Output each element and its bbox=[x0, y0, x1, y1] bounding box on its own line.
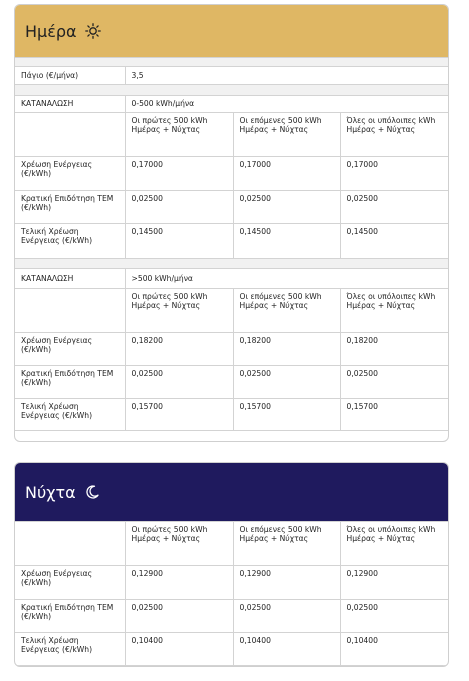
fixed-fee-label: Πάγιο (€/μήνα) bbox=[15, 67, 125, 85]
value-cell: 0,18200 bbox=[340, 333, 448, 366]
consumption-label: ΚΑΤΑΝΑΛΩΣΗ bbox=[15, 269, 125, 289]
tier-row bbox=[15, 269, 448, 289]
col-header: Οι πρώτες 500 kWh Ημέρας + Νύχτας bbox=[125, 289, 233, 333]
value-cell: 0,18200 bbox=[125, 333, 233, 366]
row-label: Τελική Χρέωση Ενέργειας (€/kWh) bbox=[15, 399, 125, 431]
value-cell: 0,17000 bbox=[233, 157, 340, 191]
col-header: Όλες οι υπόλοιπες kWh Ημέρας + Νύχτας bbox=[340, 522, 448, 566]
col-header: Οι επόμενες 500 kWh Ημέρας + Νύχτας bbox=[233, 113, 340, 157]
value-cell: 0,02500 bbox=[125, 600, 233, 633]
spacer-row bbox=[15, 85, 448, 96]
value-cell: 0,02500 bbox=[233, 191, 340, 224]
col-header: Οι πρώτες 500 kWh Ημέρας + Νύχτας bbox=[125, 113, 233, 157]
row-label: Χρέωση Ενέργειας (€/kWh) bbox=[15, 333, 125, 366]
value-cell: 0,10400 bbox=[340, 633, 448, 666]
row-label: Χρέωση Ενέργειας (€/kWh) bbox=[15, 566, 125, 600]
table-row bbox=[15, 366, 448, 399]
day-header bbox=[15, 5, 448, 57]
tier-range: >500 kWh/μήνα bbox=[125, 269, 448, 289]
moon-icon bbox=[84, 484, 100, 500]
row-label: Κρατική Επιδότηση ΤΕΜ (€/kWh) bbox=[15, 600, 125, 633]
value-cell: 0,17000 bbox=[340, 157, 448, 191]
value-cell: 0,14500 bbox=[125, 224, 233, 259]
column-header-row bbox=[15, 113, 448, 157]
value-cell: 0,15700 bbox=[340, 399, 448, 431]
col-header: Οι πρώτες 500 kWh Ημέρας + Νύχτας bbox=[125, 522, 233, 566]
tier-row bbox=[15, 96, 448, 113]
value-cell: 0,02500 bbox=[233, 366, 340, 399]
value-cell: 0,10400 bbox=[233, 633, 340, 666]
day-tariff-table bbox=[15, 57, 448, 431]
row-label: Χρέωση Ενέργειας (€/kWh) bbox=[15, 157, 125, 191]
value-cell: 0,02500 bbox=[125, 191, 233, 224]
row-label: Τελική Χρέωση Ενέργειας (€/kWh) bbox=[15, 224, 125, 259]
row-label: Τελική Χρέωση Ενέργειας (€/kWh) bbox=[15, 633, 125, 666]
night-tariff-card bbox=[14, 462, 449, 667]
fixed-fee-row bbox=[15, 67, 448, 85]
consumption-label: ΚΑΤΑΝΑΛΩΣΗ bbox=[15, 96, 125, 113]
value-cell: 0,10400 bbox=[125, 633, 233, 666]
spacer-row bbox=[15, 259, 448, 269]
row-label: Κρατική Επιδότηση ΤΕΜ (€/kWh) bbox=[15, 191, 125, 224]
value-cell: 0,12900 bbox=[125, 566, 233, 600]
value-cell: 0,17000 bbox=[125, 157, 233, 191]
value-cell: 0,15700 bbox=[233, 399, 340, 431]
value-cell: 0,18200 bbox=[233, 333, 340, 366]
fixed-fee-value: 3,5 bbox=[125, 67, 448, 85]
empty-header-cell bbox=[15, 113, 125, 157]
table-row bbox=[15, 633, 448, 666]
table-row bbox=[15, 566, 448, 600]
value-cell: 0,12900 bbox=[233, 566, 340, 600]
table-row bbox=[15, 600, 448, 633]
row-label: Κρατική Επιδότηση ΤΕΜ (€/kWh) bbox=[15, 366, 125, 399]
empty-header-cell bbox=[15, 522, 125, 566]
value-cell: 0,02500 bbox=[125, 366, 233, 399]
table-row bbox=[15, 224, 448, 259]
table-row bbox=[15, 399, 448, 431]
value-cell: 0,02500 bbox=[233, 600, 340, 633]
value-cell: 0,02500 bbox=[340, 366, 448, 399]
sun-icon bbox=[85, 23, 101, 39]
column-header-row bbox=[15, 522, 448, 566]
tier-range: 0-500 kWh/μήνα bbox=[125, 96, 448, 113]
value-cell: 0,12900 bbox=[340, 566, 448, 600]
empty-header-cell bbox=[15, 289, 125, 333]
col-header: Οι επόμενες 500 kWh Ημέρας + Νύχτας bbox=[233, 289, 340, 333]
table-row bbox=[15, 157, 448, 191]
col-header: Οι επόμενες 500 kWh Ημέρας + Νύχτας bbox=[233, 522, 340, 566]
night-header bbox=[15, 463, 448, 521]
column-header-row bbox=[15, 289, 448, 333]
table-row bbox=[15, 333, 448, 366]
day-tariff-card bbox=[14, 4, 449, 442]
value-cell: 0,15700 bbox=[125, 399, 233, 431]
table-row bbox=[15, 191, 448, 224]
value-cell: 0,02500 bbox=[340, 191, 448, 224]
value-cell: 0,14500 bbox=[340, 224, 448, 259]
value-cell: 0,02500 bbox=[340, 600, 448, 633]
spacer-row bbox=[15, 58, 448, 67]
night-tariff-table bbox=[15, 521, 448, 666]
col-header: Όλες οι υπόλοιπες kWh Ημέρας + Νύχτας bbox=[340, 113, 448, 157]
night-title: Νύχτα bbox=[25, 482, 76, 502]
col-header: Όλες οι υπόλοιπες kWh Ημέρας + Νύχτας bbox=[340, 289, 448, 333]
day-title: Ημέρα bbox=[25, 21, 77, 41]
value-cell: 0,14500 bbox=[233, 224, 340, 259]
